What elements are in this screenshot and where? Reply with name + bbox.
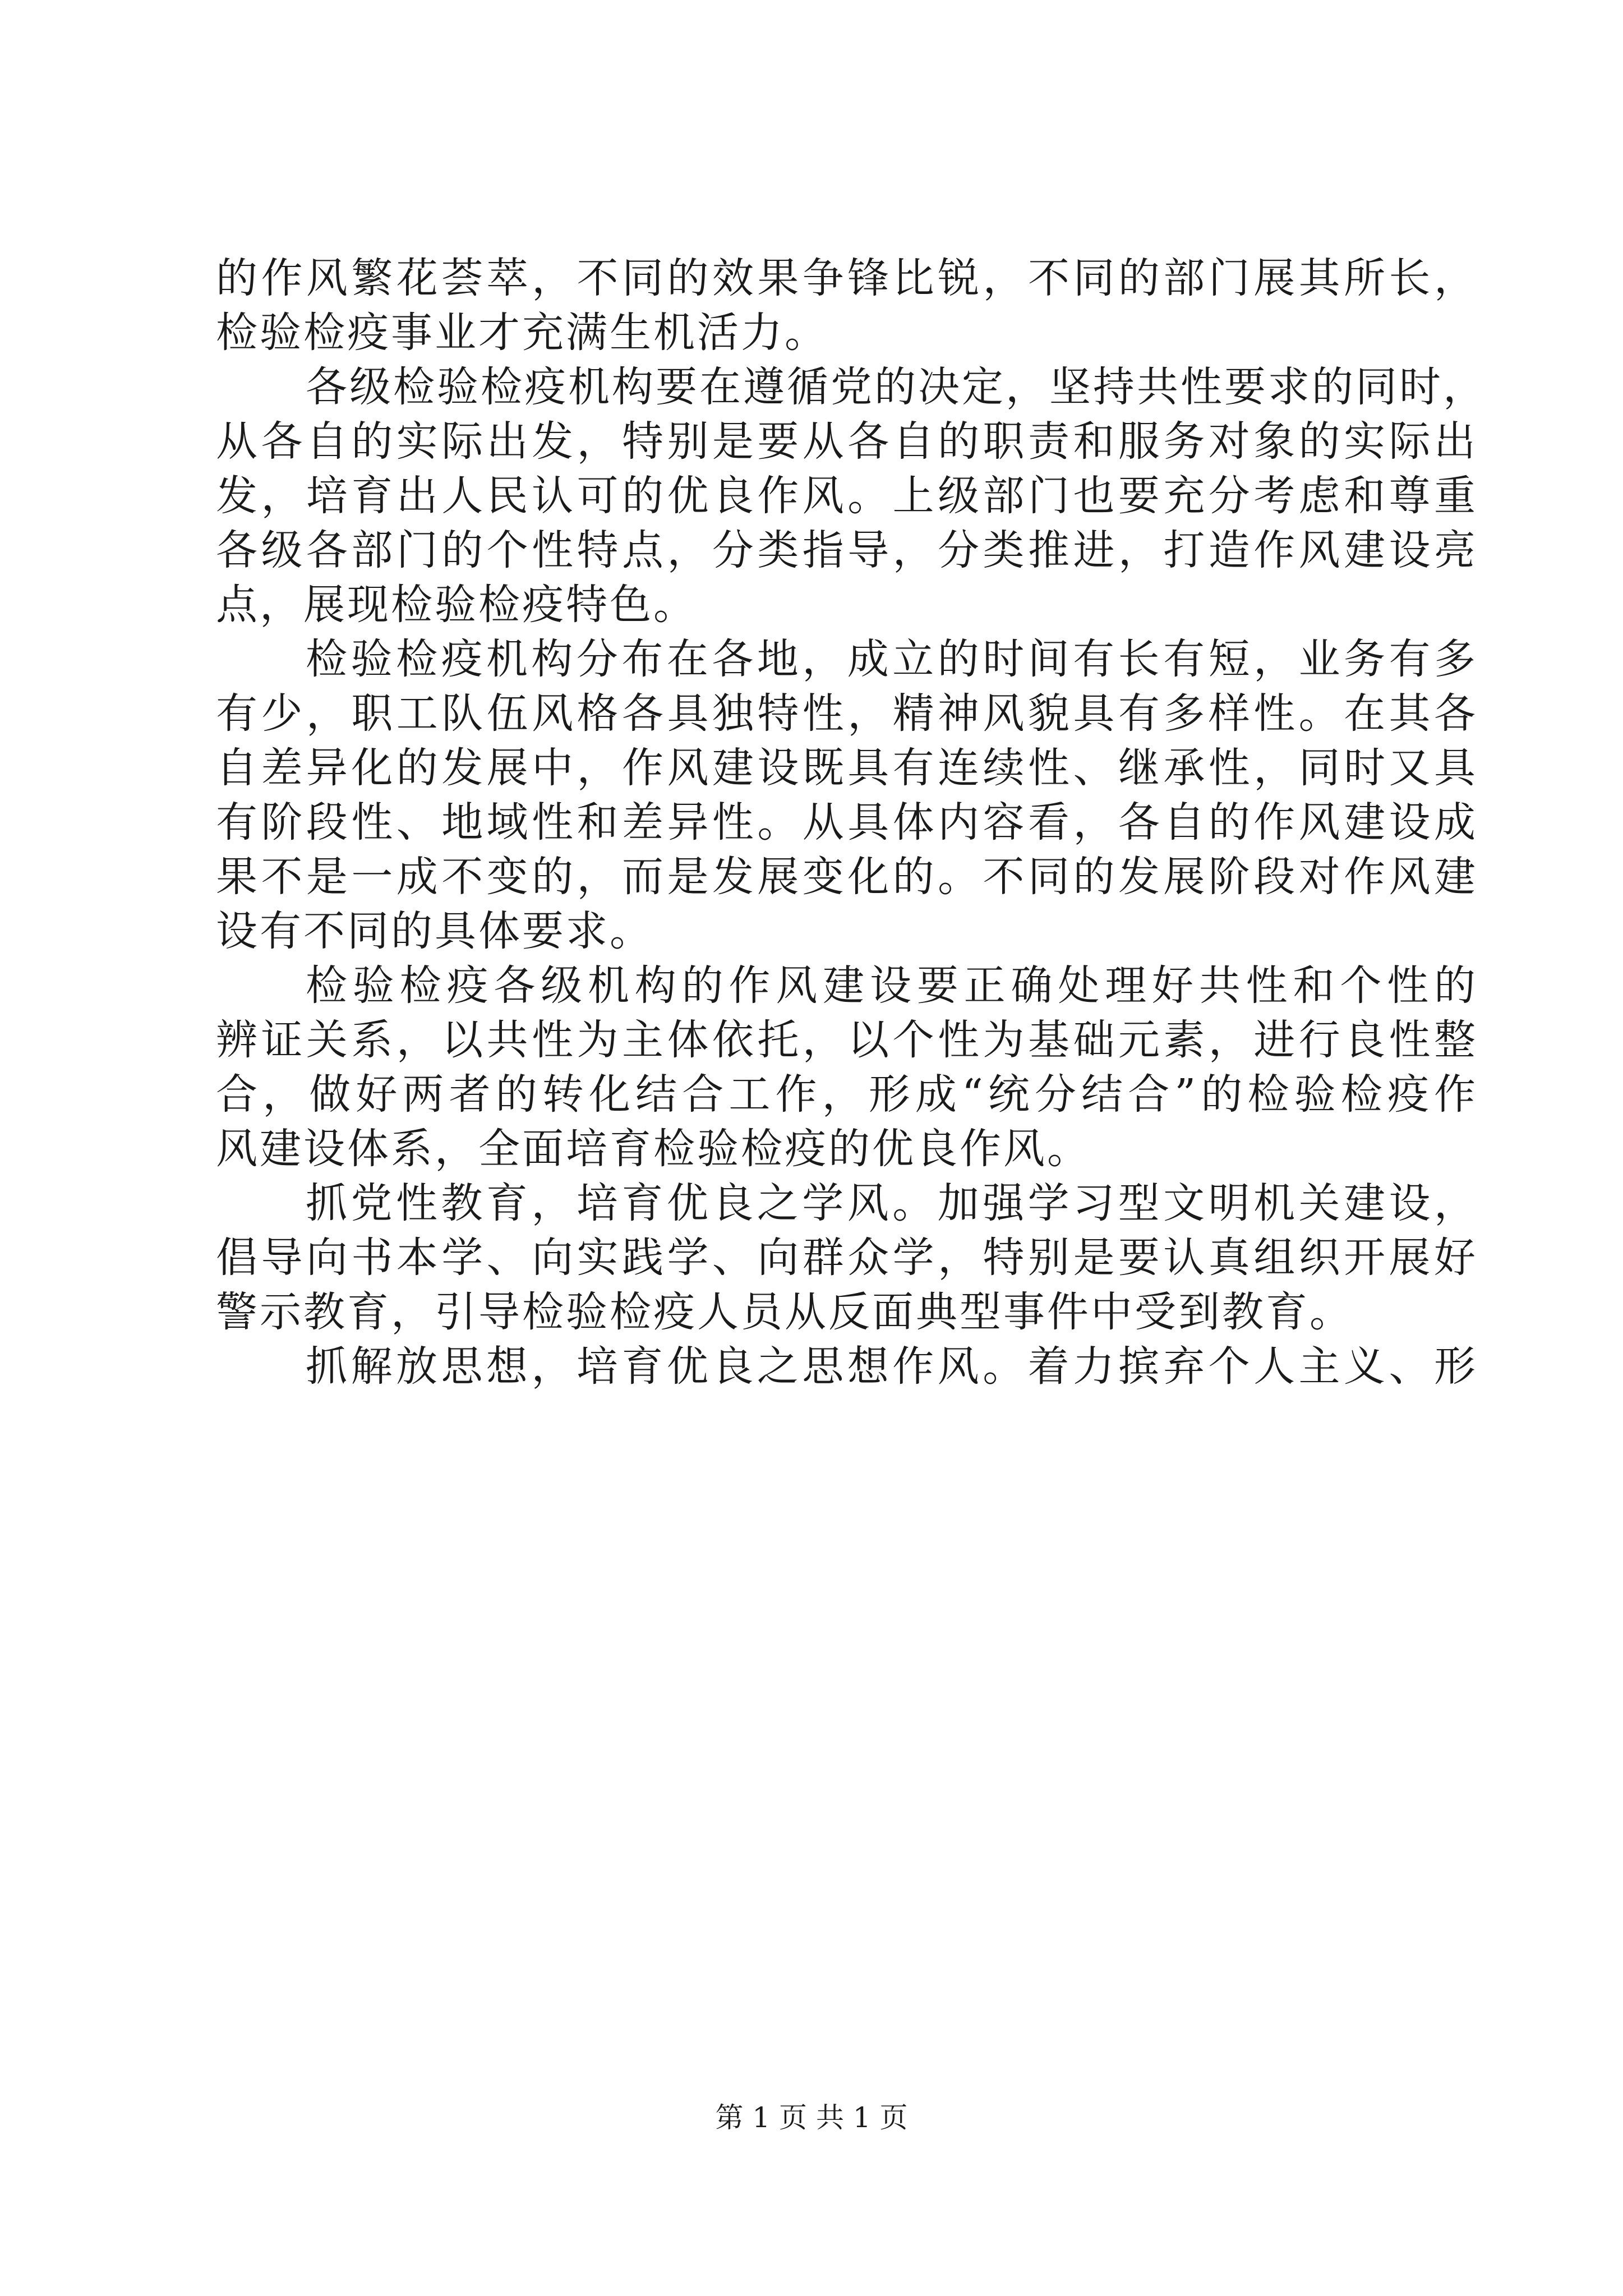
text-line: 自差异化的发展中，作风建设既具有连续性、继承性，同时又具	[216, 744, 1478, 792]
text-line: 果不是一成不变的，而是发展变化的。不同的发展阶段对作风建	[216, 853, 1478, 901]
text-line: 设有不同的具体要求。	[216, 907, 653, 955]
text-line: 有阶段性、地域性和差异性。从具体内容看，各自的作风建设成	[216, 798, 1478, 846]
text-line: 合，做好两者的转化结合工作，形成“统分结合”的检验检疫作	[216, 1070, 1478, 1119]
text-line: 点，展现检验检疫特色。	[216, 581, 697, 629]
text-line: 抓党性教育，培育优良之学风。加强学习型文明机关建设，	[306, 1179, 1478, 1227]
text-line: 发，培育出人民认可的优良作风。上级部门也要充分考虑和尊重	[216, 472, 1478, 520]
text-line: 的作风繁花荟萃，不同的效果争锋比锐，不同的部门展其所长，	[216, 254, 1478, 302]
text-line: 检验检疫事业才充满生机活力。	[216, 309, 828, 357]
text-line: 各级检验检疫机构要在遵循党的决定，坚持共性要求的同时，	[306, 363, 1487, 411]
document-body	[216, 251, 1487, 1394]
text-line: 辨证关系，以共性为主体依托，以个性为基础元素，进行良性整	[216, 1016, 1478, 1064]
text-line: 检验检疫各级机构的作风建设要正确处理好共性和个性的	[306, 961, 1478, 1010]
text-line: 从各自的实际出发，特别是要从各自的职责和服务对象的实际出	[216, 417, 1478, 466]
page-footer: 第 1 页 共 1 页	[715, 2101, 908, 2134]
text-line: 检验检疫机构分布在各地，成立的时间有长有短，业务有多	[306, 635, 1478, 683]
text-line: 抓解放思想，培育优良之思想作风。着力摈弃个人主义、形	[306, 1342, 1478, 1391]
text-line: 有少，职工队伍风格各具独特性，精神风貌具有多样性。在其各	[216, 689, 1478, 738]
text-line: 风建设体系，全面培育检验检疫的优良作风。	[216, 1125, 1091, 1173]
text-line: 警示教育，引导检验检疫人员从反面典型事件中受到教育。	[216, 1288, 1353, 1336]
text-line: 各级各部门的个性特点，分类指导，分类推进，打造作风建设亮	[216, 526, 1478, 574]
text-line: 倡导向书本学、向实践学、向群众学，特别是要认真组织开展好	[216, 1234, 1478, 1282]
